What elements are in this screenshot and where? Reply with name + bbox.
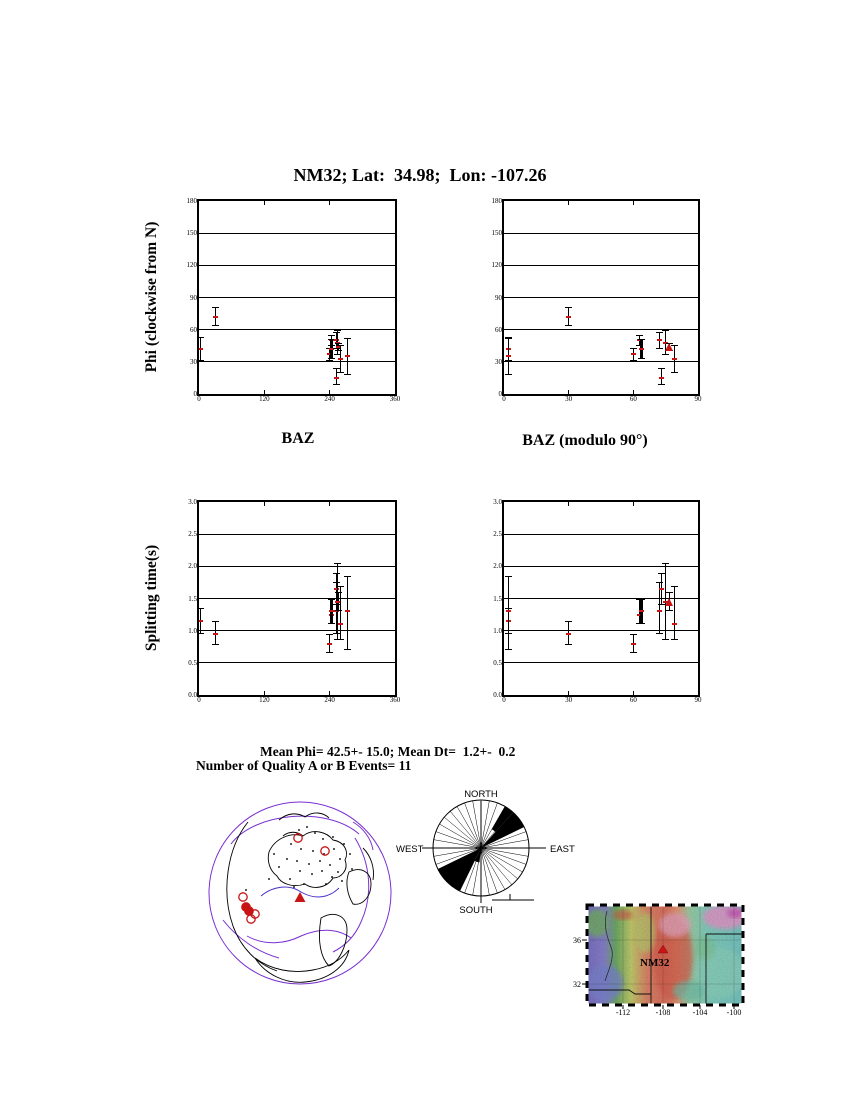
y-tick-label: 1.0: [493, 626, 502, 635]
error-bar: [337, 586, 344, 641]
y-tick-label: 2.5: [188, 530, 197, 539]
y-tick-label: 1.5: [188, 594, 197, 603]
y-tick-label: 0: [193, 390, 197, 398]
error-bar: [565, 307, 572, 326]
globe-event-circle: [239, 893, 247, 901]
measurement-marker: [631, 353, 636, 355]
y-tick-label: 180: [491, 197, 502, 205]
error-line: [340, 586, 341, 641]
error-bar: [199, 337, 204, 361]
globe-dot: [331, 876, 333, 878]
measurement-marker: [639, 610, 644, 612]
x-tick-mark: [568, 390, 569, 394]
error-bar: [212, 621, 219, 645]
x-tick-label: 30: [565, 395, 573, 403]
globe-dot: [268, 878, 270, 880]
baz-mod90-axis-label: BAZ (modulo 90°): [522, 432, 648, 449]
map-xtick-112: -112: [615, 1008, 631, 1017]
globe-dot: [321, 870, 323, 872]
gridline: [199, 598, 395, 599]
y-tick-label: 30: [190, 357, 197, 366]
error-bar: [658, 368, 665, 385]
globe-dot: [341, 880, 343, 882]
error-bar: [212, 307, 219, 326]
gridline: [199, 566, 395, 567]
y-tick-label: 60: [495, 325, 502, 334]
error-bar: [630, 634, 637, 653]
error-bar: [199, 608, 204, 634]
measurement-marker: [657, 339, 662, 341]
measurement-marker: [639, 348, 644, 350]
x-tick-label: 240: [324, 696, 335, 704]
y-tick-label: 2.0: [493, 562, 502, 571]
y-tick-label: 120: [186, 261, 197, 270]
measurement-marker: [659, 377, 664, 379]
x-tick-mark: [633, 201, 634, 205]
x-tick-mark: [633, 691, 634, 695]
map-xtick-100: -100: [726, 1008, 742, 1017]
globe-dot: [286, 858, 288, 860]
globe-dot: [325, 883, 327, 885]
mean-summary-text: Mean Phi= 42.5+- 15.0; Mean Dt= 1.2+- 0.2: [260, 744, 516, 759]
globe-dot: [308, 863, 310, 865]
globe-dot: [337, 871, 339, 873]
rose-east-label: EAST: [550, 844, 575, 855]
globe-dot: [339, 858, 341, 860]
measurement-marker: [338, 358, 343, 360]
y-tick-label: 180: [186, 197, 197, 205]
y-tick-label: 0.0: [188, 691, 197, 699]
x-tick-mark: [329, 502, 330, 506]
x-tick-label: 0: [197, 395, 201, 403]
gridline: [504, 297, 698, 298]
globe-dot: [299, 870, 301, 872]
gridline: [199, 329, 395, 330]
error-bar: [671, 345, 678, 373]
error-bar: [337, 345, 344, 373]
x-tick-label: 120: [259, 395, 270, 403]
map-xtick-104: -104: [692, 1008, 708, 1017]
globe-dot: [245, 889, 247, 891]
map-ytick-36: 36: [573, 936, 581, 945]
globe-dot: [329, 864, 331, 866]
gridline: [199, 297, 395, 298]
map-xtick-108: -108: [655, 1008, 671, 1017]
globe-dot: [332, 836, 334, 838]
globe-event-circle: [321, 847, 329, 855]
x-tick-mark: [633, 390, 634, 394]
x-tick-mark: [568, 691, 569, 695]
x-tick-mark: [264, 390, 265, 394]
globe-dot: [306, 826, 308, 828]
y-tick-label: 0.0: [493, 691, 502, 699]
x-tick-label: 60: [629, 395, 637, 403]
error-bar: [630, 348, 637, 361]
measurement-marker: [345, 355, 350, 357]
globe-dot: [343, 843, 345, 845]
x-tick-label: 0: [502, 395, 506, 403]
map-terrain: [585, 905, 747, 1004]
y-tick-label: 3.0: [493, 498, 502, 506]
globe-map: [203, 800, 397, 990]
gridline: [504, 662, 698, 663]
plot-phi-vs-baz: [186, 197, 401, 403]
measurement-marker: [506, 355, 511, 357]
globe-dot: [349, 853, 351, 855]
measurement-marker: [566, 316, 571, 318]
error-line: [674, 586, 675, 641]
gridline: [199, 630, 395, 631]
x-tick-mark: [329, 390, 330, 394]
y-tick-label: 0.5: [493, 658, 502, 667]
y-tick-label: 1.5: [493, 594, 502, 603]
measurement-marker: [566, 633, 571, 635]
rose-north-label: NORTH: [464, 789, 498, 800]
measurement-marker: [506, 610, 511, 612]
y-tick-label: 3.0: [188, 498, 197, 506]
globe-dot: [333, 848, 335, 850]
y-tick-label: 2.5: [493, 530, 502, 539]
x-tick-mark: [568, 201, 569, 205]
plot-phi-vs-baz-mod90: [491, 197, 702, 403]
y-tick-label: 90: [495, 293, 502, 302]
error-bar: [344, 576, 351, 650]
error-bar: [638, 339, 645, 358]
error-line: [508, 576, 509, 650]
gridline: [504, 361, 698, 362]
measurement-marker: [672, 358, 677, 360]
measurement-marker: [657, 610, 662, 612]
x-tick-label: 60: [629, 696, 637, 704]
y-tick-label: 2.0: [188, 562, 197, 571]
plot-area: [504, 201, 698, 394]
globe-dot: [300, 848, 302, 850]
measurement-marker: [631, 643, 636, 645]
globe-dot: [273, 853, 275, 855]
plot-area: [199, 201, 395, 394]
measurement-marker: [345, 610, 350, 612]
x-tick-mark: [264, 691, 265, 695]
page-title: NM32; Lat: 34.98; Lon: -107.26: [293, 165, 547, 185]
globe-dot: [351, 868, 353, 870]
globe-dot: [319, 860, 321, 862]
gridline: [199, 361, 395, 362]
y-tick-label: 0.5: [188, 658, 197, 667]
x-tick-mark: [329, 201, 330, 205]
x-tick-label: 120: [259, 696, 270, 704]
error-bar: [671, 586, 678, 641]
rose-south-label: SOUTH: [459, 905, 493, 916]
dt-axis-label: Splitting time(s): [143, 544, 160, 652]
rose-west-label: WEST: [396, 844, 424, 855]
globe-dot: [322, 838, 324, 840]
map-station-label: NM32: [640, 957, 670, 969]
gridline: [199, 662, 395, 663]
error-bar: [344, 338, 351, 374]
globe-dot: [312, 850, 314, 852]
measurement-marker: [327, 643, 332, 645]
gridline: [504, 534, 698, 535]
y-tick-label: 1.0: [188, 626, 197, 635]
x-tick-label: 90: [694, 696, 702, 704]
x-tick-mark: [633, 502, 634, 506]
error-bar: [505, 576, 512, 650]
plot-area: [199, 502, 395, 695]
y-tick-label: 0: [498, 390, 502, 398]
gridline: [504, 233, 698, 234]
error-bar: [565, 621, 572, 645]
globe-dot: [290, 843, 292, 845]
x-tick-label: 360: [389, 395, 401, 403]
baz-axis-label: BAZ: [281, 430, 315, 447]
globe-dot: [311, 873, 313, 875]
phi-axis-label: Phi (clockwise from N): [143, 221, 160, 373]
y-tick-label: 90: [190, 293, 197, 302]
gridline: [199, 233, 395, 234]
globe-dot: [278, 866, 280, 868]
rose-petals: [433, 800, 529, 896]
globe-dot: [303, 883, 305, 885]
y-tick-label: 30: [495, 357, 502, 366]
globe-dot: [293, 886, 295, 888]
plot-dt-vs-baz-mod90: [493, 498, 702, 704]
error-line: [347, 576, 348, 650]
rose-diagram: [392, 786, 586, 918]
error-bar: [638, 599, 645, 625]
map-ytick-32: 32: [573, 980, 581, 989]
measurement-marker: [334, 377, 339, 379]
x-tick-mark: [264, 201, 265, 205]
x-tick-label: 0: [502, 696, 506, 704]
measurement-marker: [213, 316, 218, 318]
event-count-text: Number of Quality A or B Events= 11: [196, 758, 412, 773]
plot-area: [504, 502, 698, 695]
plot-dt-vs-baz: [188, 498, 401, 704]
y-tick-label: 150: [491, 229, 502, 238]
gridline: [199, 265, 395, 266]
measurement-marker: [672, 623, 677, 625]
measurement-marker: [199, 620, 203, 622]
measurement-marker: [213, 633, 218, 635]
measurement-marker: [338, 623, 343, 625]
x-tick-label: 240: [324, 395, 335, 403]
x-tick-label: 0: [197, 696, 201, 704]
measurement-marker: [199, 348, 203, 350]
x-tick-label: 360: [389, 696, 401, 704]
globe-dot: [314, 832, 316, 834]
x-tick-mark: [264, 502, 265, 506]
x-tick-mark: [568, 502, 569, 506]
topo-map: [573, 903, 745, 1021]
y-tick-label: 60: [190, 325, 197, 334]
globe-dot: [296, 860, 298, 862]
x-tick-label: 90: [694, 395, 702, 403]
x-tick-label: 30: [565, 696, 573, 704]
x-tick-mark: [329, 691, 330, 695]
y-tick-label: 120: [491, 261, 502, 270]
error-bar: [326, 634, 333, 653]
globe-dot: [298, 829, 300, 831]
globe-dot: [289, 878, 291, 880]
y-tick-label: 150: [186, 229, 197, 238]
gridline: [199, 534, 395, 535]
gridline: [504, 265, 698, 266]
error-bar: [505, 338, 512, 374]
